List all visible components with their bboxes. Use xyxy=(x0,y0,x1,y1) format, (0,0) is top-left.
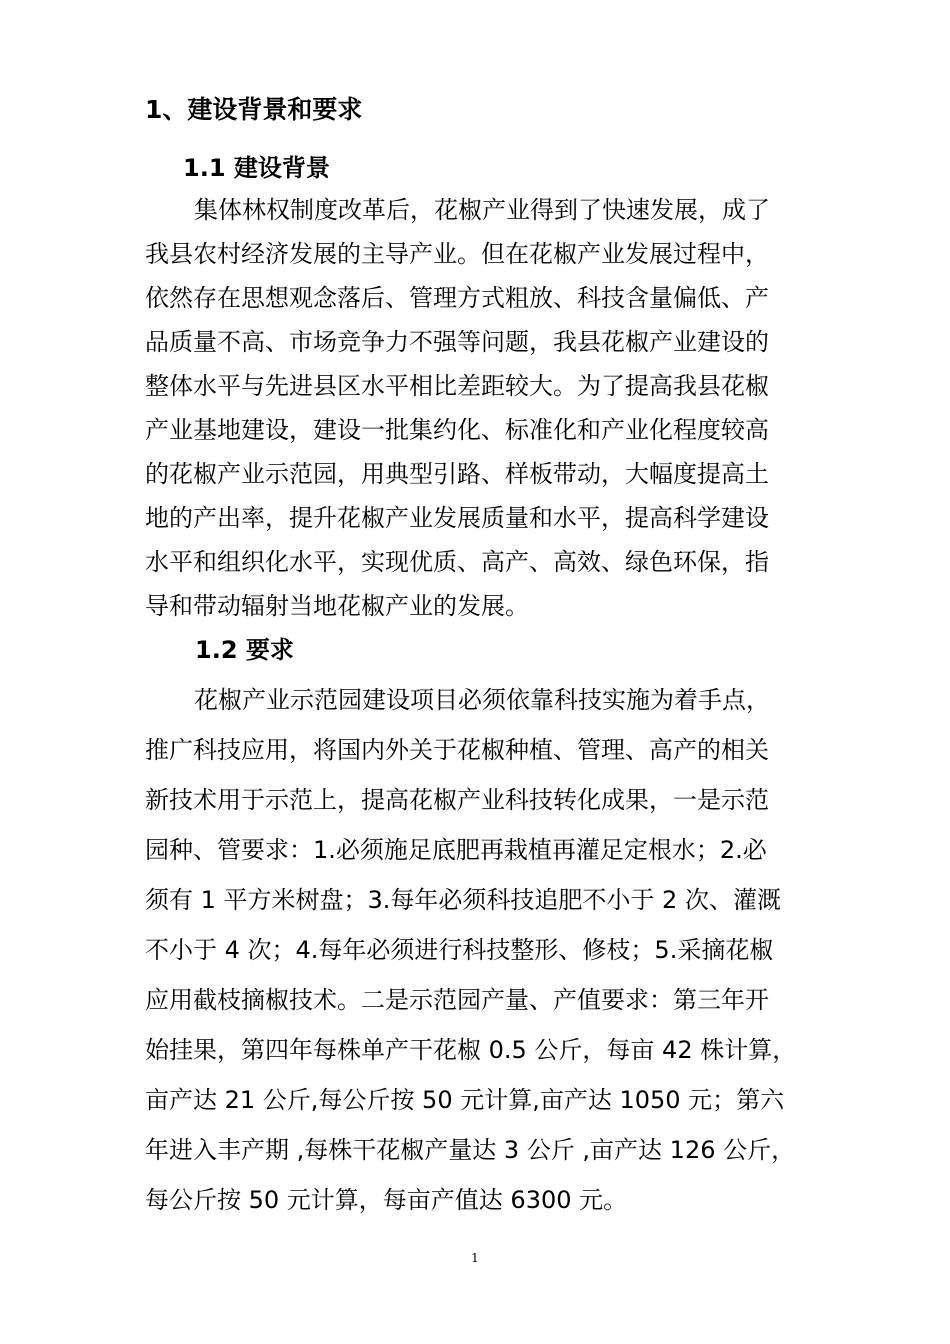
section-heading-background: 1.1 建设背景 xyxy=(183,154,330,182)
paragraph-line: 每公斤按 50 元计算，每亩产值达 6300 元。 xyxy=(145,1186,628,1214)
paragraph-line: 整体水平与先进县区水平相比差距较大。为了提高我县花椒 xyxy=(145,372,769,400)
paragraph-line: 年进入丰产期 ,每株干花椒产量达 3 公斤 ,亩产达 126 公斤， xyxy=(145,1136,796,1164)
paragraph-line: 始挂果，第四年每株单产干花椒 0.5 公斤，每亩 42 株计算， xyxy=(145,1036,797,1064)
paragraph-line: 品质量不高、市场竞争力不强等问题，我县花椒产业建设的 xyxy=(145,328,769,356)
paragraph-line: 推广科技应用，将国内外关于花椒种植、管理、高产的相关 xyxy=(145,736,769,764)
paragraph-line: 导和带动辐射当地花椒产业的发展。 xyxy=(145,592,529,620)
paragraph-line: 地的产出率，提升花椒产业发展质量和水平，提高科学建设 xyxy=(145,504,769,532)
paragraph-line: 集体林权制度改革后，花椒产业得到了快速发展，成了 xyxy=(194,196,770,224)
section-heading-requirements: 1.2 要求 xyxy=(195,636,294,664)
paragraph-line: 应用截枝摘椒技术。二是示范园产量、产值要求：第三年开 xyxy=(145,986,769,1014)
paragraph-line: 的花椒产业示范园，用典型引路、样板带动，大幅度提高土 xyxy=(145,460,769,488)
paragraph-line: 须有 1 平方米树盘；3.每年必须科技追肥不小于 2 次、灌溉 xyxy=(145,886,781,914)
paragraph-line: 水平和组织化水平，实现优质、高产、高效、绿色环保，指 xyxy=(145,548,769,576)
paragraph-line: 亩产达 21 公斤,每公斤按 50 元计算,亩产达 1050 元；第六 xyxy=(145,1086,785,1114)
paragraph-line: 园种、管要求：1.必须施足底肥再栽植再灌足定根水；2.必 xyxy=(145,836,767,864)
main-heading: 1、建设背景和要求 xyxy=(145,95,363,124)
paragraph-line: 产业基地建设，建设一批集约化、标准化和产业化程度较高 xyxy=(145,416,769,444)
paragraph-line: 不小于 4 次；4.每年必须进行科技整形、修枝；5.采摘花椒 xyxy=(145,936,774,964)
paragraph-line: 我县农村经济发展的主导产业。但在花椒产业发展过程中， xyxy=(145,240,769,268)
page-number: 1 xyxy=(471,1251,479,1265)
paragraph-line: 花椒产业示范园建设项目必须依靠科技实施为着手点， xyxy=(194,686,770,714)
paragraph-line: 依然存在思想观念落后、管理方式粗放、科技含量偏低、产 xyxy=(145,284,769,312)
paragraph-line: 新技术用于示范上，提高花椒产业科技转化成果，一是示范 xyxy=(145,786,769,814)
